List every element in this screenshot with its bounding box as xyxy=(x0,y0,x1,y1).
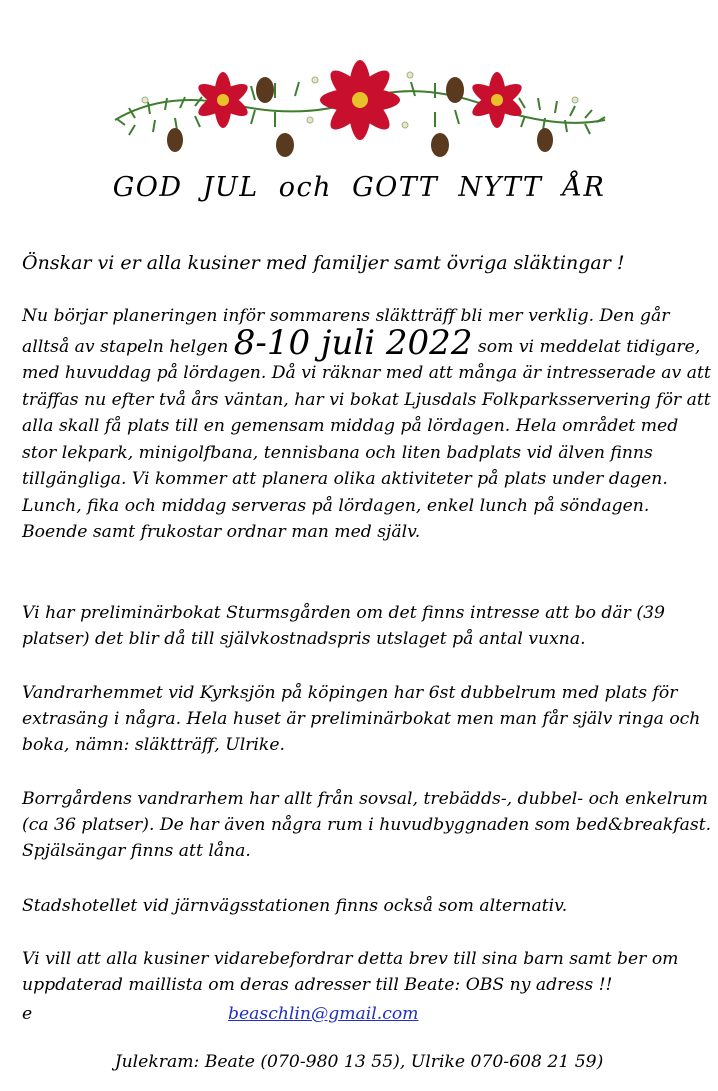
paragraph-event-intro: Nu börjar planeringen inför sommarens släktträff bli mer verklig. Den går alltså av stapeln helgen xyxy=(22,306,670,357)
paragraph-event xyxy=(22,303,712,546)
paragraph-forward-request: Vi vill att alla kusiner vidarebefordrar detta brev till sina barn samt ber om uppdaterad maillista om deras adresser till Beate: OBS ny adress !! xyxy=(22,949,679,995)
email-prefix: e xyxy=(22,1004,33,1024)
paragraph-event-details: som vi meddelat tidigare, med huvuddag på lördagen. Då vi räknar med att många är intresserade av att träffas nu efter två års väntan, har vi bokat Ljusdals Folkparksservering för att alla skall få plats till en gemensam middag på lördagen. Hela området med stor lekpark, minigolfbana, tennisbana och liten badplats vid älven finns tillgängliga. Vi kommer att planera olika aktiviteter på plats under dagen. Lunch, fika och middag serveras på lördagen, enkel lunch på söndagen. Boende samt frukostar ordnar man med själv. xyxy=(22,336,711,542)
paragraph-sturmsgarden: Vi har preliminärbokat Sturmsgården om det finns intresse att bo där (39 platser) det blir då till självkostnadspris utslaget på antal vuxna. xyxy=(22,603,665,649)
greeting: Önskar vi er alla kusiner med familjer samt övriga släktingar ! xyxy=(22,252,625,274)
paragraph-stadshotellet: Stadshotellet vid järnvägsstationen finns också som alternativ. xyxy=(22,896,568,916)
footer-contacts: Julekram: Beate (070-980 13 55), Ulrike 070-608 21 59) xyxy=(114,1052,604,1072)
poinsettia-right xyxy=(468,72,525,128)
paragraph-borrgarden: Borrgårdens vandrarhem har allt från sovsal, trebädds-, dubbel- och enkelrum (ca 36 platser). De har även några rum i huvudbyggnaden som bed&breakfast. Spjälsängar finns att låna. xyxy=(22,789,712,861)
christmas-garland-image xyxy=(105,30,615,170)
paragraph-vandrarhemmet: Vandrarhemmet vid Kyrksjön på köpingen har 6st dubbelrum med plats för extrasäng i några. Hela huset är preliminärbokat men man får själv ringa och boka, nämn: släktträff, Ulrike. xyxy=(22,683,701,755)
poinsettia-center xyxy=(320,60,400,140)
page-title: GOD JUL och GOTT NYTT ÅR xyxy=(112,172,606,203)
email-link[interactable]: beaschlin@gmail.com xyxy=(228,1004,419,1024)
event-date: 8-10 juli 2022 xyxy=(233,322,473,363)
